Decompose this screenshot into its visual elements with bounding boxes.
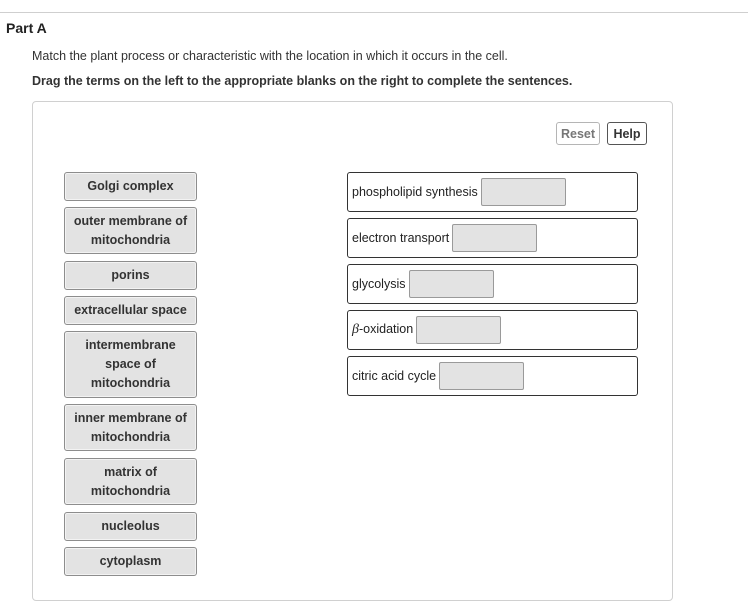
- drop-target-blank[interactable]: [481, 178, 566, 206]
- sentence-beta-oxidation: [347, 310, 638, 350]
- term-outer-membrane-of-mitochondria[interactable]: outer membrane of mitochondria: [64, 207, 197, 254]
- sentence-phospholipid-synthesis: [347, 172, 638, 212]
- sentence-citric-acid-cycle: [347, 356, 638, 396]
- drag-instruction-text: Drag the terms on the left to the appropriate blanks on the right to complete the sentences.: [32, 74, 573, 88]
- part-title: Part A: [6, 20, 47, 36]
- term-matrix-of-mitochondria[interactable]: matrix of mitochondria: [64, 458, 197, 505]
- sentence-label: phospholipid synthesis: [352, 185, 478, 199]
- beta-symbol: β: [352, 322, 359, 337]
- sentence-label: electron transport: [352, 231, 450, 245]
- top-divider: [0, 12, 748, 13]
- term-extracellular-space[interactable]: extracellular space: [64, 296, 197, 325]
- drop-target-blank[interactable]: [439, 362, 524, 390]
- sentence-label: β-oxidation: [352, 322, 414, 337]
- sentence-electron-transport: [347, 218, 638, 258]
- term-porins[interactable]: porins: [64, 261, 197, 290]
- term-nucleolus[interactable]: nucleolus: [64, 512, 197, 541]
- sentence-glycolysis: [347, 264, 638, 304]
- term-cytoplasm[interactable]: cytoplasm: [64, 547, 197, 576]
- reset-button[interactable]: Reset: [556, 122, 600, 145]
- term-intermembrane-space-of-mitochondria[interactable]: intermembrane space of mitochondria: [64, 331, 197, 398]
- sentence-label: glycolysis: [352, 277, 406, 291]
- sentence-label: citric acid cycle: [352, 369, 437, 383]
- term-golgi-complex[interactable]: Golgi complex: [64, 172, 197, 201]
- drop-target-blank[interactable]: [409, 270, 494, 298]
- drop-target-blank[interactable]: [452, 224, 537, 252]
- instruction-text: Match the plant process or characteristic with the location in which it occurs in the cell.: [32, 49, 508, 63]
- drop-target-blank[interactable]: [416, 316, 501, 344]
- term-inner-membrane-of-mitochondria[interactable]: inner membrane of mitochondria: [64, 404, 197, 451]
- help-button[interactable]: Help: [607, 122, 647, 145]
